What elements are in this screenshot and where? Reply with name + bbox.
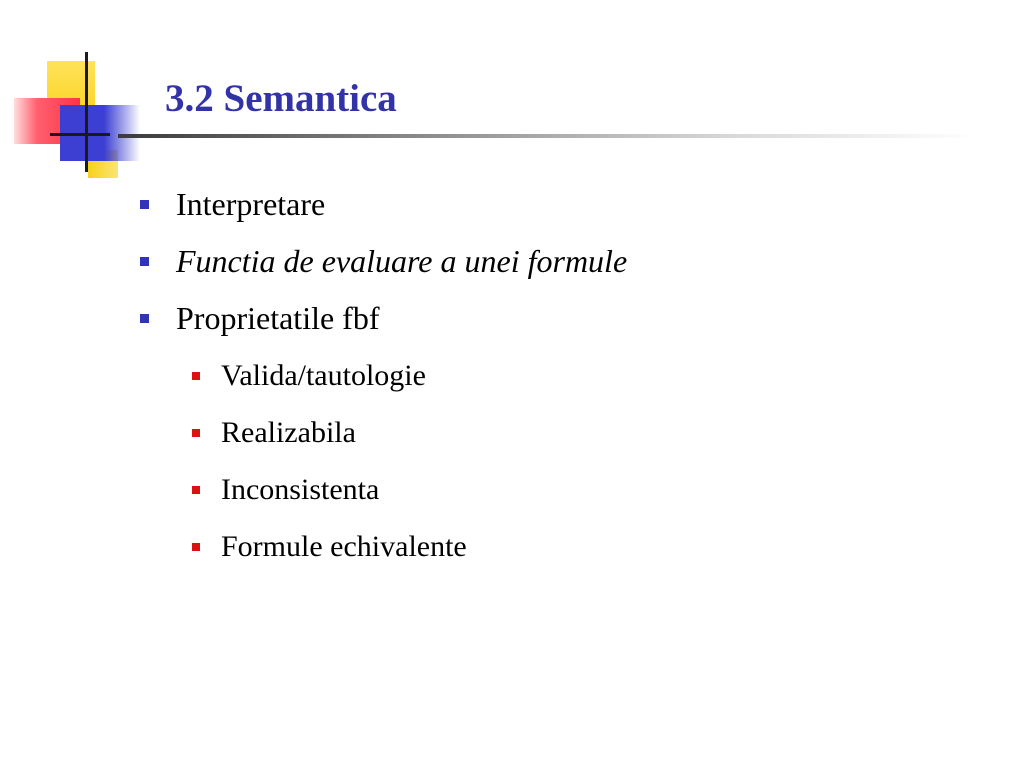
sub-bullet-item-realizabila <box>192 416 356 450</box>
slide-title: 3.2 Semantica <box>165 77 397 120</box>
logo-horizontal-line <box>50 133 110 136</box>
bullet-text: Proprietatile fbf <box>176 300 380 336</box>
sub-bullet-item-valida <box>192 359 426 393</box>
bullet-text: Formule echivalente <box>221 530 467 563</box>
bullet-text: Functia de evaluare a unei formule <box>176 243 628 279</box>
sub-bullet-item-inconsistenta <box>192 473 379 507</box>
square-bullet-icon <box>192 543 200 551</box>
sub-bullet-item-formule-echivalente <box>192 530 467 564</box>
bullet-text: Realizabila <box>221 416 356 449</box>
bullet-text: Interpretare <box>176 186 326 222</box>
square-bullet-icon <box>192 486 200 494</box>
square-bullet-icon <box>140 257 149 266</box>
logo-vertical-line <box>85 52 88 172</box>
decorative-squares-logo <box>0 0 160 190</box>
bullet-text: Valida/tautologie <box>221 359 426 392</box>
title-underline-rule <box>118 134 978 138</box>
bullet-item-proprietatile-fbf <box>140 300 379 337</box>
bullet-item-interpretare <box>140 186 325 223</box>
bullet-text: Inconsistenta <box>221 473 380 506</box>
square-bullet-icon <box>192 372 200 380</box>
square-bullet-icon <box>140 200 149 209</box>
square-bullet-icon <box>192 429 200 437</box>
square-bullet-icon <box>140 314 149 323</box>
bullet-item-functia-de-evaluare <box>140 243 627 280</box>
